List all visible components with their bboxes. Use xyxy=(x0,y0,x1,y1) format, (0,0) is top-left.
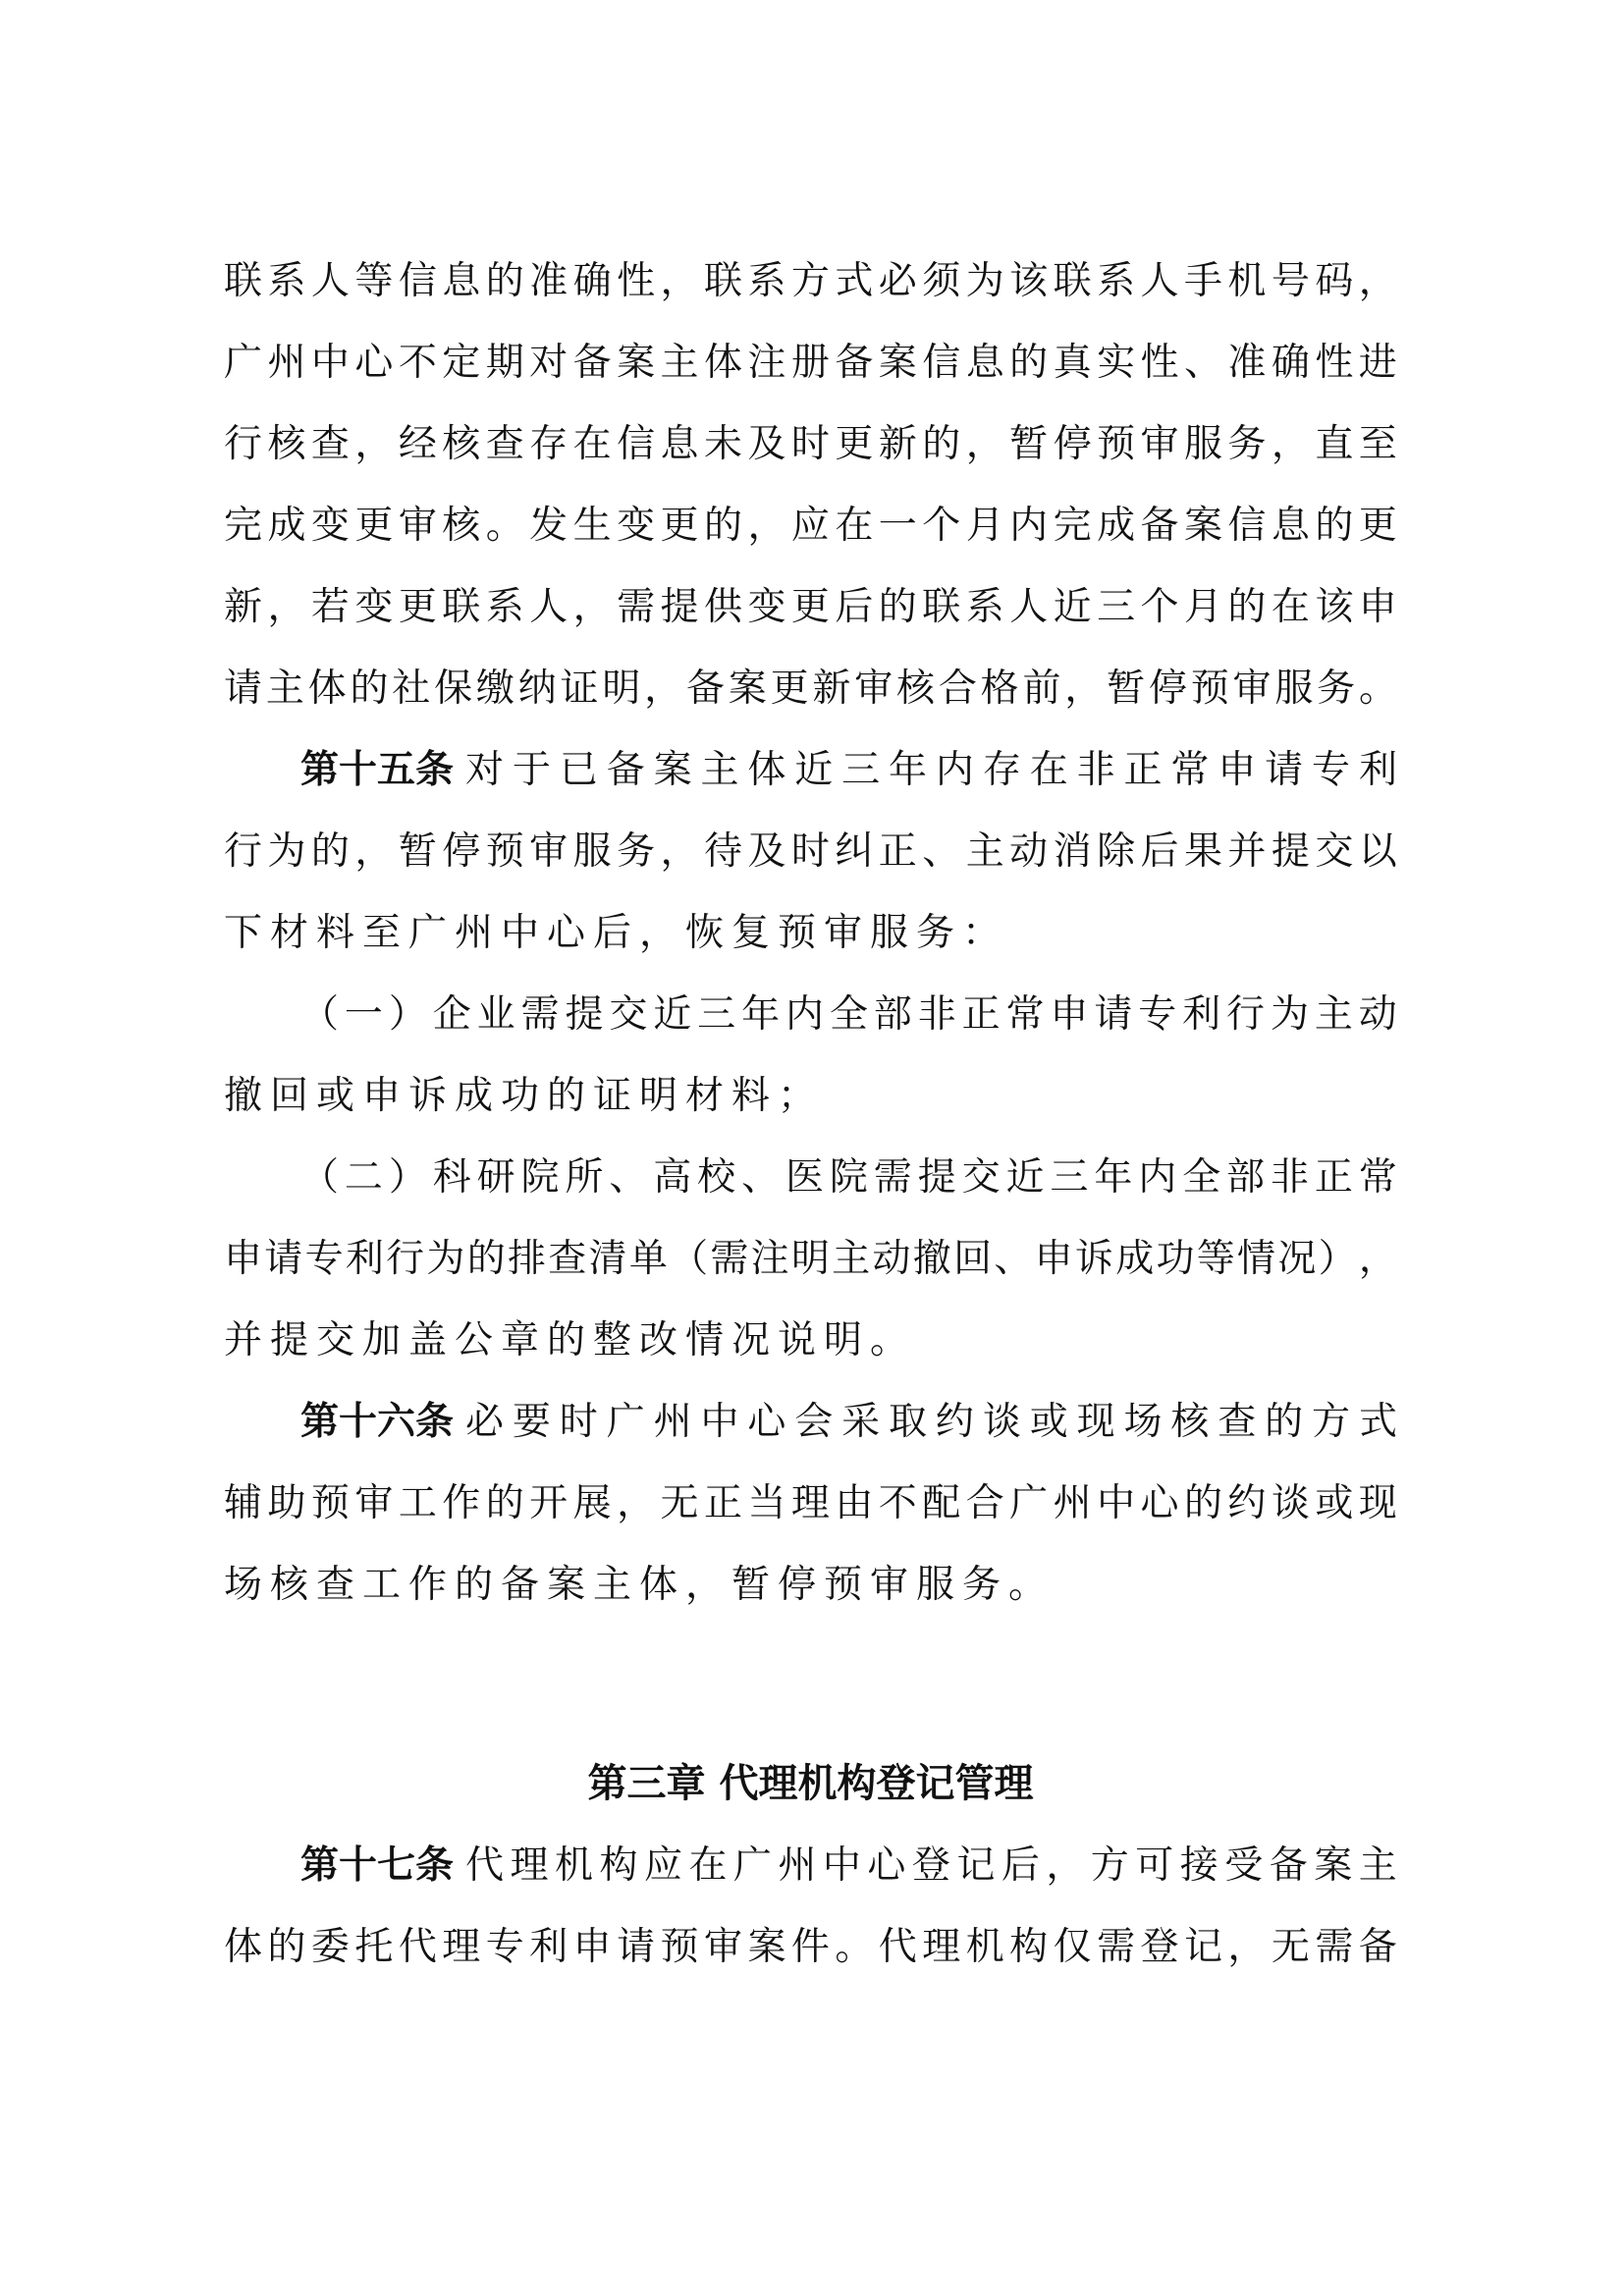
text-line xyxy=(224,892,1397,974)
text-line xyxy=(224,1300,1397,1381)
line-text: 必 要 时 广 州 中 心 会 采 取 约 谈 或 现 场 核 查 的 方 式 xyxy=(465,1400,1397,1444)
text-line xyxy=(224,485,1397,566)
line-text: 场核查工作的备案主体，暂停预审服务。 xyxy=(224,1563,1056,1607)
line-text: 对 于 已 备 案 主 体 近 三 年 内 存 在 非 正 常 申 请 专 利 xyxy=(465,748,1397,792)
document-body xyxy=(224,240,1397,1988)
line-text: 下材料至广州中心后，恢复预审服务： xyxy=(224,911,1009,955)
text-line xyxy=(224,566,1397,648)
text-line xyxy=(224,648,1397,729)
text-block-before-heading xyxy=(224,240,1397,1626)
text-line xyxy=(224,1544,1397,1626)
text-line xyxy=(224,974,1397,1055)
line-text: 申 请 专 利 行 为 的 排 查 清 单 （ 需 注 明 主 动 撤 回 、 申 诉 成 功 等 情 况 ） ， xyxy=(224,1237,1397,1281)
line-text: 联 系 人 等 信 息 的 准 确 性 ， 联 系 方 式 必 须 为 该 联 系 人 手 机 号 码 ， xyxy=(224,259,1397,303)
line-text: （ 二 ） 科 研 院 所 、 高 校 、 医 院 需 提 交 近 三 年 内 全 部 非 正 常 xyxy=(300,1155,1397,1200)
line-text: 并提交加盖公章的整改情况说明。 xyxy=(224,1318,917,1362)
line-text: 广 州 中 心 不 定 期 对 备 案 主 体 注 册 备 案 信 息 的 真 实 性 、 准 确 性 进 xyxy=(224,341,1397,385)
text-line xyxy=(224,1825,1397,1906)
article-label: 第十五条 xyxy=(300,748,455,792)
text-line xyxy=(224,811,1397,892)
text-line xyxy=(224,322,1397,403)
chapter-heading: 第三章 代理机构登记管理 xyxy=(587,1761,1034,1806)
text-line xyxy=(224,1218,1397,1300)
text-line xyxy=(224,240,1397,322)
section-gap xyxy=(224,1626,1397,1743)
text-line xyxy=(224,1381,1397,1463)
line-text: （ 一 ） 企 业 需 提 交 近 三 年 内 全 部 非 正 常 申 请 专 利 行 为 主 动 xyxy=(300,992,1397,1037)
text-line xyxy=(224,1055,1397,1137)
line-text: 辅 助 预 审 工 作 的 开 展 ， 无 正 当 理 由 不 配 合 广 州 中 心 的 约 谈 或 现 xyxy=(224,1481,1397,1525)
text-line xyxy=(224,1463,1397,1544)
line-text: 行 核 查 ， 经 核 查 存 在 信 息 未 及 时 更 新 的 ， 暂 停 预 审 服 务 ， 直 至 xyxy=(224,422,1397,466)
line-text: 撤回或申诉成功的证明材料； xyxy=(224,1074,825,1118)
text-block-after-heading xyxy=(224,1825,1397,1988)
article-label: 第十七条 xyxy=(300,1843,455,1888)
line-text: 行 为 的 ， 暂 停 预 审 服 务 ， 待 及 时 纠 正 、 主 动 消 除 后 果 并 提 交 以 xyxy=(224,829,1397,874)
line-text: 新 ， 若 变 更 联 系 人 ， 需 提 供 变 更 后 的 联 系 人 近 三 个 月 的 在 该 申 xyxy=(224,585,1397,629)
text-line xyxy=(224,729,1397,811)
line-text: 完 成 变 更 审 核 。 发 生 变 更 的 ， 应 在 一 个 月 内 完 成 备 案 信 息 的 更 xyxy=(224,504,1397,548)
line-text: 代 理 机 构 应 在 广 州 中 心 登 记 后 ， 方 可 接 受 备 案 主 xyxy=(465,1843,1397,1888)
line-text: 体 的 委 托 代 理 专 利 申 请 预 审 案 件 。 代 理 机 构 仅 需 登 记 ， 无 需 备 xyxy=(224,1925,1397,1969)
text-line xyxy=(224,1906,1397,1988)
text-line xyxy=(224,1137,1397,1218)
text-line xyxy=(224,403,1397,485)
article-label: 第十六条 xyxy=(300,1400,455,1444)
line-text: 请 主 体 的 社 保 缴 纳 证 明 ， 备 案 更 新 审 核 合 格 前 ， 暂 停 预 审 服 务 。 xyxy=(224,667,1397,711)
